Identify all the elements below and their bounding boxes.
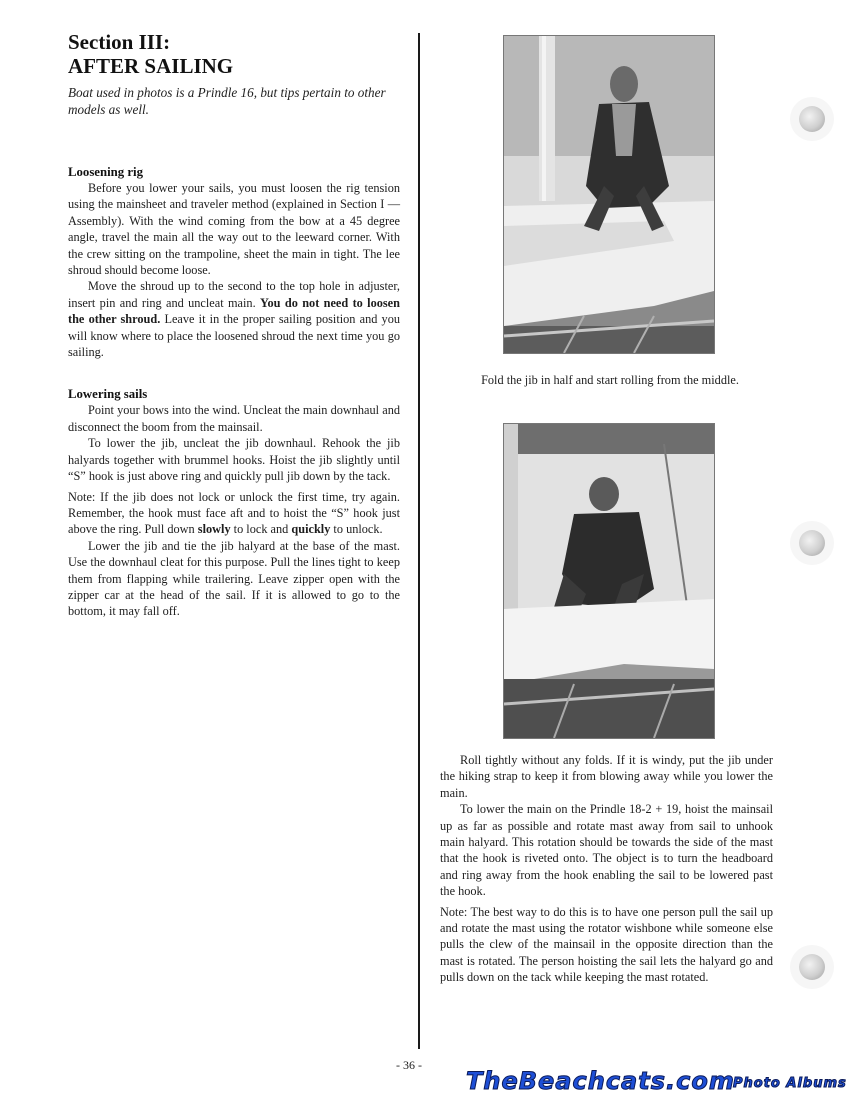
binder-hole-top bbox=[799, 106, 825, 132]
note-text-end: to unlock. bbox=[330, 522, 383, 537]
lowering-paragraph-2: To lower the jib, uncleat the jib downhaul. Rehook the jib halyards together with brummel hooks. Hoist the jib slightly until “S” hook is just above ring and quickly pull jib down by the tack. bbox=[68, 436, 400, 484]
section-title bbox=[68, 30, 408, 78]
page-number: - 36 - bbox=[396, 1058, 422, 1072]
column-divider bbox=[418, 33, 420, 1049]
heading-lowering-sails: Lowering sails bbox=[68, 387, 148, 402]
right-paragraph-2: To lower the main on the Prindle 18-2 + 19, hoist the mainsail up as far as possible and rotate mast away from sail to unhook main halyard. This rotation should be towards the side of the mast that the hook is riveted onto. The object is to turn the headboard and ring away from the hook enabling the sail to be lowered past the hook. bbox=[440, 802, 773, 899]
left-column bbox=[68, 165, 400, 620]
photo-rolling-jib bbox=[503, 35, 715, 354]
loosening-text-end: Leave it in the proper sailing position and you will know where to place the loosened shroud the next time you go sailing. bbox=[68, 312, 400, 360]
watermark-logo: TheBeachcats.com bbox=[466, 1067, 735, 1095]
right-paragraph-1: Roll tightly without any folds. If it is windy, put the jib under the hiking strap to keep it from blowing away while you lower the main. bbox=[440, 753, 773, 800]
subtitle: Boat used in photos is a Prindle 16, but tips pertain to other models as well. bbox=[68, 85, 386, 117]
watermark-photo-albums: Photo Albums bbox=[733, 1076, 847, 1091]
lowering-paragraph-1: Point your bows into the wind. Uncleat the main downhaul and disconnect the boom from the mainsail. bbox=[68, 403, 400, 434]
heading-loosening-rig: Loosening rig bbox=[68, 165, 144, 179]
lowering-paragraph-3: Lower the jib and tie the jib halyard at the base of the mast. Use the downhaul cleat for this purpose. Pull the lines tight to keep them from flapping while trailering. Leave zipper open with the zipper car at the head of the sail. If it is allowed to go to the bottom, it may fall off. bbox=[68, 538, 400, 619]
right-note: Note: The best way to do this is to have one person pull the sail up and rotate the mast using the rotator wishbone while someone else pulls the clew of the mainsail in the opposite direction than the mast is rotated. The person hoisting the sail lets the halyard go and pulls down on the tack while keeping the mast rotated. bbox=[440, 904, 773, 985]
right-column bbox=[440, 752, 773, 986]
section-heading: AFTER SAILING bbox=[68, 54, 234, 78]
photo-lowering-main-image bbox=[504, 424, 714, 738]
photo-caption: Fold the jib in half and start rolling from the middle. bbox=[481, 373, 739, 387]
loosening-paragraph-1: Before you lower your sails, you must loosen the rig tension using the mainsheet and traveler method (explained in Section I — Assembly). With the wind coming from the bow at a 45 degree angle, travel the main all the way out to the leeward corner. With the crew sitting on the trampoline, sheet the main in tight. The lee shroud should become loose. bbox=[68, 181, 400, 278]
note-text: Note: If the jib does not lock or unlock the first time, try again. Remember, the hook must face aft and to hoist the “S” hook just above the ring. Pull down bbox=[68, 489, 400, 537]
lowering-note bbox=[68, 489, 400, 538]
loosening-text: Move the shroud up to the second to the top hole in adjuster, insert pin and ring and uncleat main. bbox=[68, 279, 400, 310]
note-text-mid: to lock and bbox=[230, 522, 292, 537]
binder-hole-middle bbox=[799, 530, 825, 556]
photo-lowering-main bbox=[503, 423, 715, 739]
note-slowly: slowly bbox=[197, 522, 231, 537]
photo-rolling-jib-image bbox=[504, 36, 714, 353]
section-number: Section III: bbox=[68, 30, 171, 54]
loosening-paragraph-2 bbox=[68, 278, 400, 360]
binder-hole-bottom bbox=[799, 954, 825, 980]
loosening-emphasis: You do not need to loosen the other shroud. bbox=[68, 295, 400, 327]
note-quickly: quickly bbox=[291, 522, 331, 537]
